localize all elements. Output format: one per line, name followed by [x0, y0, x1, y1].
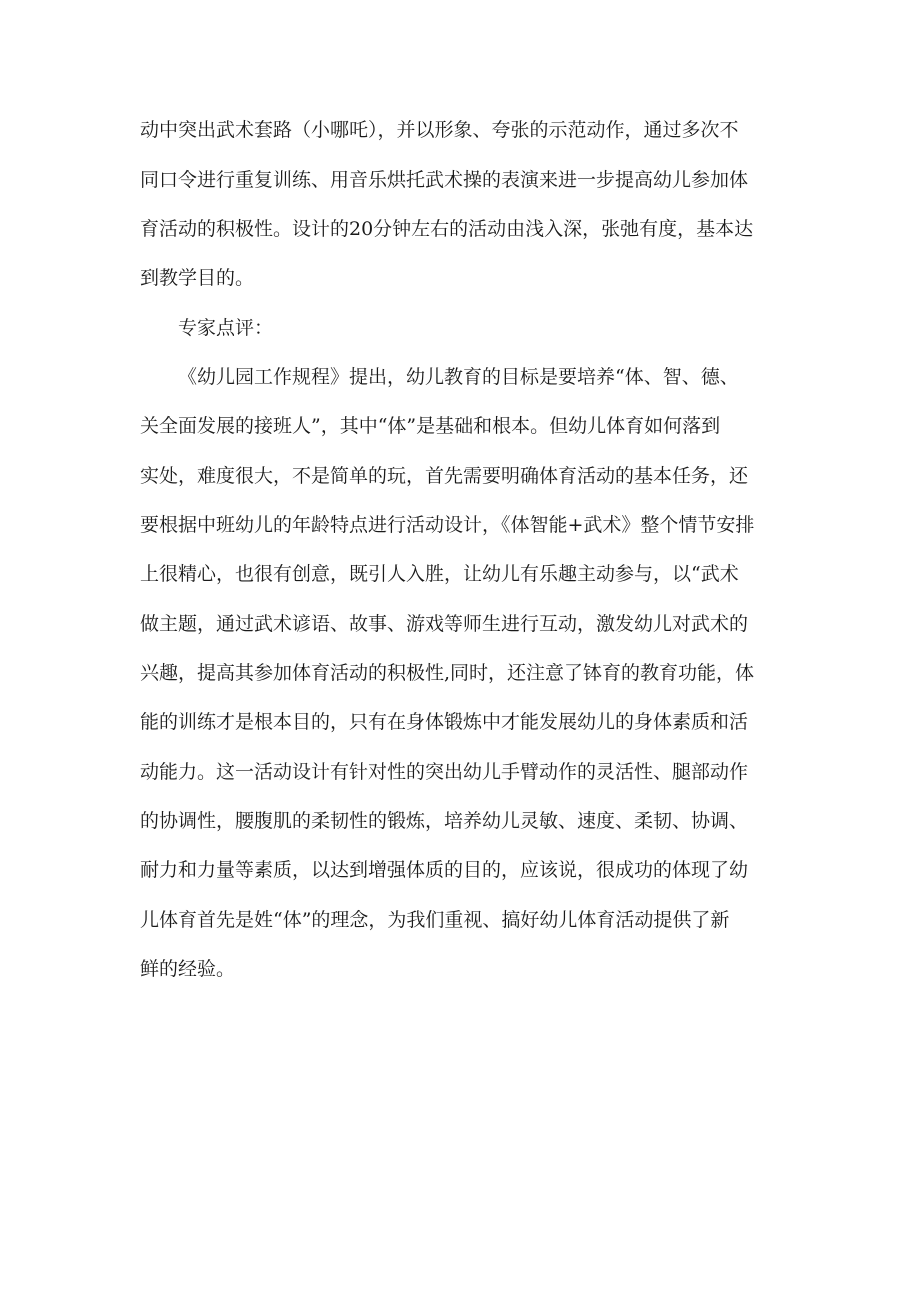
intro-line: 育活动的积极性。设计的20分钟左右的活动由浅入深，张弛有度，基本达	[140, 218, 754, 240]
review-line: 要根据中班幼儿的年龄特点进行活动设计，《体智能+武术》整个情节安排	[140, 514, 755, 536]
intro-line: 到教学目的。	[140, 267, 255, 289]
review-line: 兴趣，提高其参加体育活动的积极性,同时，还注意了钵育的教育功能，体	[140, 662, 755, 684]
review-line: 耐力和力量等素质，以达到增强体质的目的，应该说，很成功的体现了幼	[140, 859, 749, 881]
intro-line: 动中突出武术套路（小哪吒），并以形象、夸张的示范动作，通过多次不	[140, 119, 739, 141]
review-line: 《幼儿园工作规程》提出，幼儿教育的目标是要培养“体、智、德、	[178, 366, 739, 388]
review-line: 儿体育首先是姓“体”的理念，为我们重视、搞好幼儿体育活动提供了新	[140, 909, 730, 931]
review-line: 做主题，通过武术谚语、故事、游戏等师生进行互动，激发幼儿对武术的	[140, 613, 749, 635]
intro-line: 同口令进行重复训练、用音乐烘托武术操的表演来进一步提高幼儿参加体	[140, 169, 749, 191]
review-line: 动能力。这一活动设计有针对性的突出幼儿手臂动作的灵活性、腿部动作	[140, 761, 749, 783]
review-line: 能的训练才是根本目的，只有在身体锻炼中才能发展幼儿的身体素质和活	[140, 711, 749, 733]
review-line: 关全面发展的接班人”，其中“体”是基础和根本。但幼儿体育如何落到	[140, 415, 721, 437]
review-line: 上很精心，也很有创意，既引人入胜，让幼儿有乐趣主动参与，以“武术	[140, 563, 739, 585]
review-line: 的协调性，腰腹肌的柔韧性的锻炼，培养幼儿灵敏、速度、柔韧、协调、	[140, 810, 749, 832]
review-line: 鲜的经验。	[140, 958, 236, 980]
review-line: 实处，难度很大，不是简单的玩，首先需要明确体育活动的基本任务，还	[140, 465, 749, 487]
section-heading: 专家点评：	[178, 317, 274, 339]
